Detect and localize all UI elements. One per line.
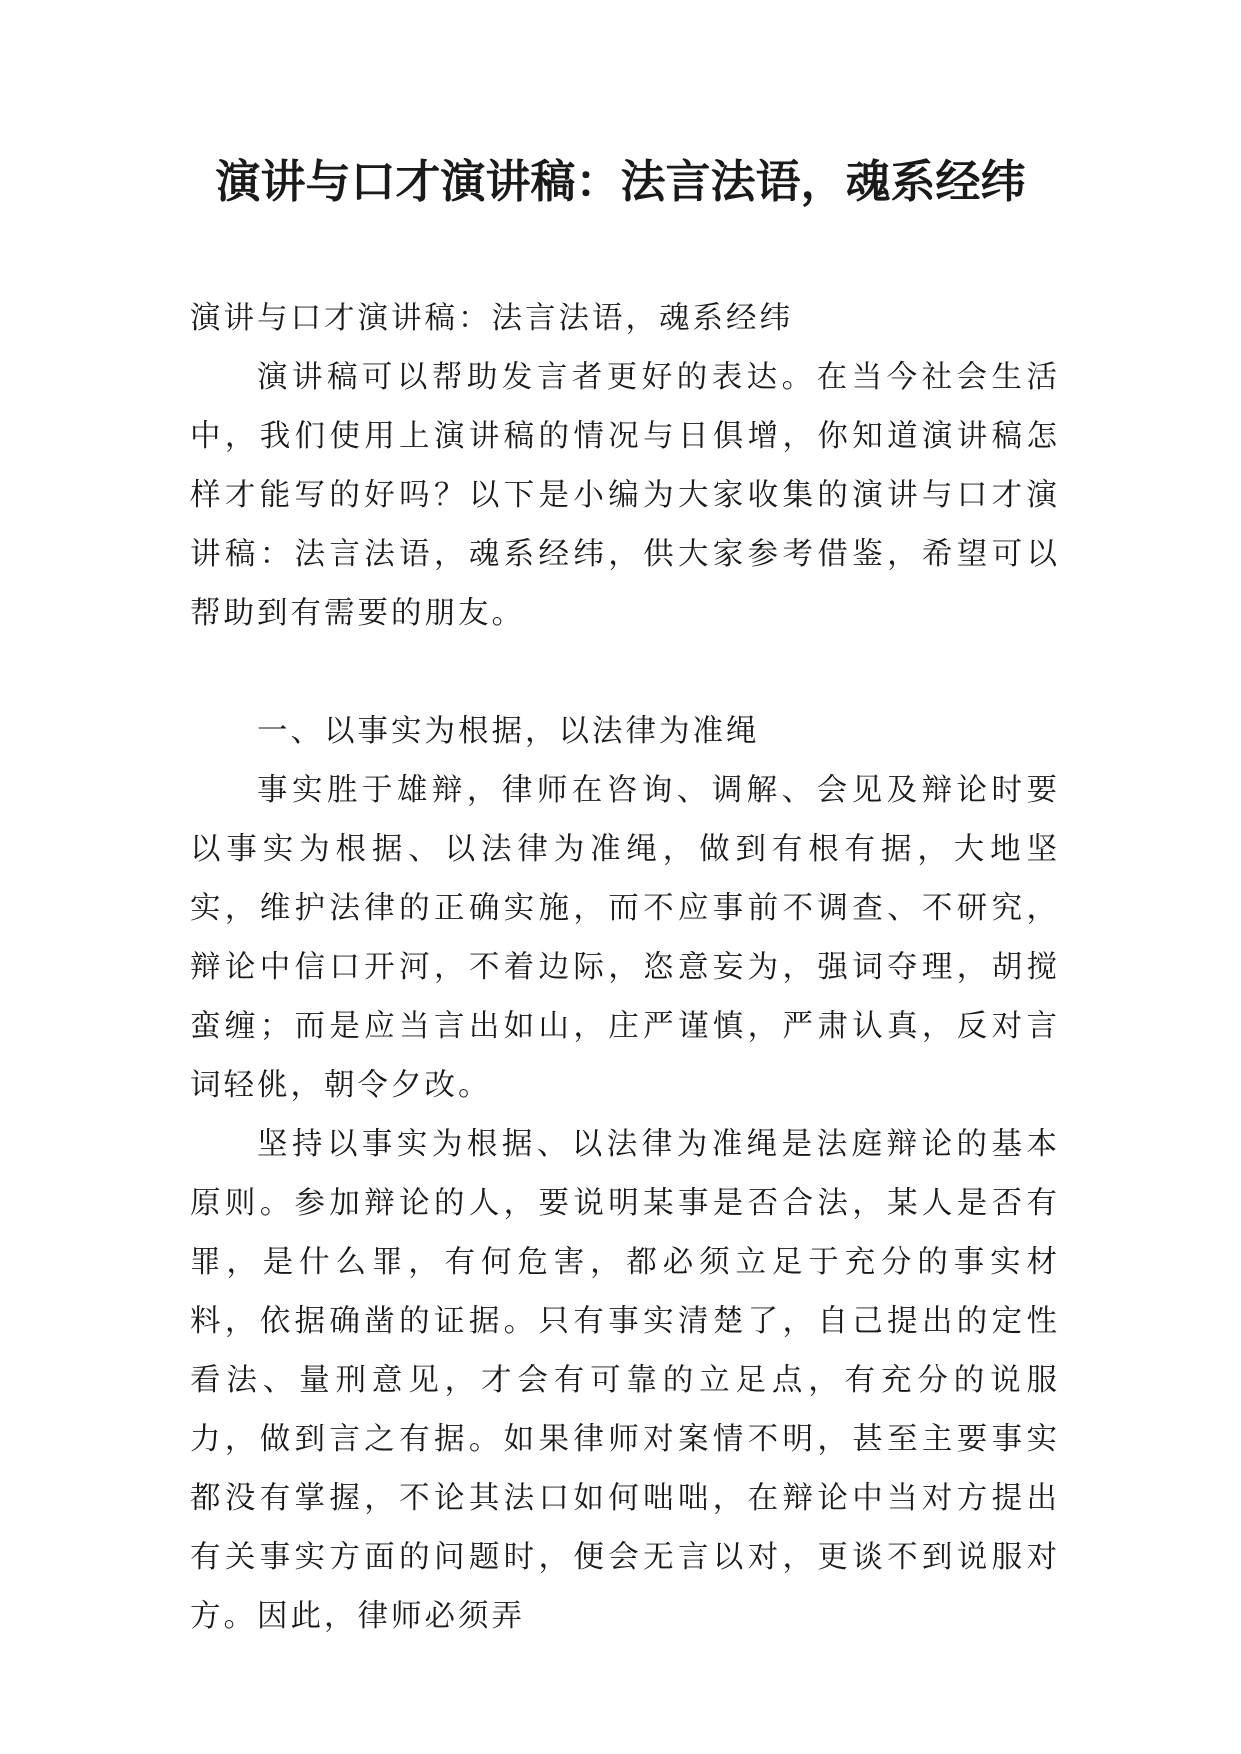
body-paragraph: 坚持以事实为根据、以法律为准绳是法庭辩论的基本原则。参加辩论的人，要说明某事是否合法，某人是否有罪，是什么罪，有何危害，都必须立足于充分的事实材料，依据确凿的证据。只有事实清楚了，自己提出的定性看法、量刑意见，才会有可靠的立足点，有充分的说服力，做到言之有据。如果律师对案情不明，甚至主要事实都没有掌握，不论其法口如何咄咄，在辩论中当对方提出有关事实方面的问题时，便会无言以对，更谈不到说服对方。因此，律师必须弄 [190, 1127, 1060, 1634]
body-paragraph: 事实胜于雄辩，律师在咨询、调解、会见及辩论时要以事实为根据、以法律为准绳，做到有根有据，大地坚实，维护法律的正确实施，而不应事前不调查、不研究，辩论中信口开河，不着边际，恣意妄为，强词夺理，胡搅蛮缠；而是应当言出如山，庄严谨慎，严肃认真，反对言词轻佻，朝令夕改。 [190, 773, 1060, 1103]
document-title: 演讲与口才演讲稿：法言法语，魂系经纬 [215, 155, 1026, 208]
document-body [190, 289, 1060, 1646]
paragraph-gap [190, 643, 1060, 702]
section-heading: 一、以事实为根据，以法律为准绳 [257, 714, 760, 749]
subtitle-line: 演讲与口才演讲稿：法言法语，魂系经纬 [190, 301, 793, 336]
intro-paragraph: 演讲稿可以帮助发言者更好的表达。在当今社会生活中，我们使用上演讲稿的情况与日俱增，你知道演讲稿怎样才能写的好吗？以下是小编为大家收集的演讲与口才演讲稿：法言法语，魂系经纬，供大家参考借鉴，希望可以帮助到有需要的朋友。 [190, 360, 1060, 631]
